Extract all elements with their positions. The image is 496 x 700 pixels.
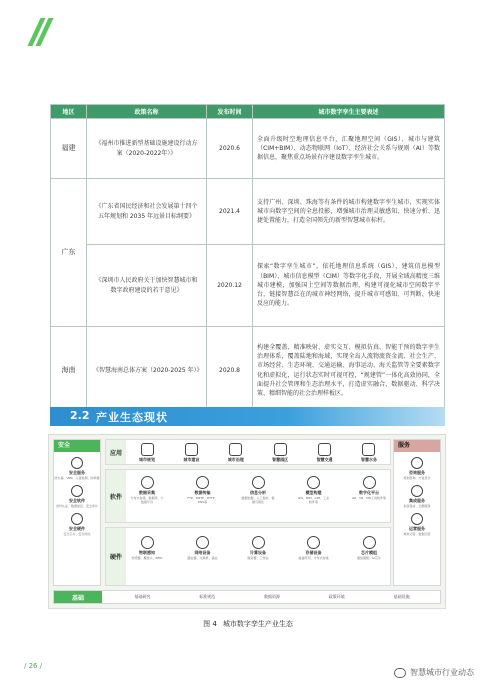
wechat-icon [394,668,406,678]
policy-cell: 《福州市推进新型基础设施建设行动方案（2020-2022年）》 [87,119,207,179]
region-cell: 福建 [51,119,87,179]
security-panel [53,439,101,586]
section-header [50,407,445,426]
side-item-desc: 规划咨询、方案设计 [403,476,431,480]
chip-module-icon [363,536,376,549]
side-item [54,457,100,480]
router-icon [196,536,209,549]
service-panel-title: 服务 [394,440,440,452]
side-item [394,485,440,508]
security-panel-title: 安全 [54,440,100,452]
network-icon [196,476,209,489]
consult-icon [411,457,423,469]
layer-item-desc: GIS、BIM、CIM、工业软件等 [297,496,330,504]
date-cell: 2020.6 [207,119,253,179]
watermark-text: 智慧城市行业动态 [410,668,474,677]
region-cell: 海南 [51,327,87,415]
side-item-desc: 安全芯片、安全网关 [63,532,91,536]
layer-item-desc: 通信模组、AI芯片 [357,556,381,560]
server-icon [252,536,265,549]
layer-item-name: 信息分析 [250,490,266,495]
layer-item-name: 城市规划 [139,457,155,462]
layer-item-name: 智慧园区 [272,457,289,462]
foundation-item: 政策环境 [328,594,345,599]
hardware-layer [105,527,391,586]
layer-item-name: 智慧交通 [316,457,333,462]
layer-item-name: 城市建设 [183,457,200,462]
side-item-desc: 系统集成、运维服务 [403,504,431,508]
lock-icon [71,485,83,497]
sensor-icon [141,536,154,549]
governance-icon [229,443,242,456]
service-panel [393,439,441,586]
layer-label: 软件 [106,470,126,522]
policy-cell: 《广东省国民经济和社会发展第十四个五年规划和 2035 年远景目标纲要》 [87,179,207,245]
side-item [394,513,440,536]
table-row [51,179,445,245]
table-row [51,119,445,179]
layer-item-name: 网络设备 [194,550,211,555]
layer-item-desc: 磁盘阵列、分布式存储 [298,556,329,560]
layer-item-desc: 分布式存储、数据库、大数据平台 [130,496,164,504]
layer-item-desc: 传感器、摄像头、RFID [131,556,163,560]
layer-item-desc: AR、VR、MR工具软件等 [352,496,386,500]
chip-icon [71,513,83,525]
software-layer [105,469,391,523]
layer-item-name: 数据传输 [194,490,211,495]
traffic-icon [318,443,331,456]
platform-icon [363,476,376,489]
header-region: 地区 [51,105,87,119]
header-policy: 政策名称 [87,105,207,119]
park-icon [274,443,287,456]
side-item-name: 安全服务 [69,470,85,475]
side-item-name: 安全软件 [69,498,85,503]
layer-item-name: 模型构建 [305,490,322,495]
gear-icon [411,485,423,497]
application-layer [105,439,391,465]
layer-item-desc: FTP、SMTP、HTTP、DNS等 [187,496,218,504]
foundation-item: 基础设施 [393,594,410,599]
header-date: 发布时间 [207,105,253,119]
figure-caption [0,619,496,629]
foundation-item: 基础研究 [134,594,151,599]
layer-label: 应用 [106,440,126,464]
policy-cell: 《智慧海南总体方案（2020-2025 年）》 [87,327,207,415]
side-item-name: 运营服务 [409,526,425,531]
model-icon [307,476,320,489]
layer-item-desc: 数据挖掘、人工智能、数据可视化 [241,496,275,504]
section-title: 产业生态现状 [96,411,168,424]
analysis-icon [252,476,265,489]
figure-label: 图 4 [203,620,217,628]
side-item [54,485,100,508]
side-item-desc: 身份认证、数据加密、安全审计 [55,504,98,508]
content-cell: 全面升级时空地理信息平台，汇聚地理空间（GIS）、城市与建筑（CIM+BIM）、动态物联网（IoT）、经济社会关系与规则（AI）等数据信息，聚焦重点场景有序建设数字孪生城市。 [253,119,445,179]
shield-icon [71,457,83,469]
content-cell: 支持广州、深圳、珠海等有条件的城市构建数字孪生城市，实现实体城市向数字空间的全息投影，增强城市治理灵敏感知、快速分析、迅捷处置能力，打造全国领先的新型智慧城市标杆。 [253,179,445,245]
figure-title: 城市数字孪生产业生态 [222,620,293,628]
side-item-desc: 城市运营、数据运营 [403,532,431,536]
side-item-name: 集成服务 [409,498,425,503]
ecosystem-diagram [48,434,446,609]
database-icon [141,476,154,489]
layer-item-name: 数据采集 [139,490,155,495]
layer-item-name: 计算设备 [250,550,266,555]
layer-item-name: 智慧水务 [360,457,377,462]
layer-item-name: 存储设备 [305,550,322,555]
side-item [394,457,440,480]
content-cell: 探索“数字孪生城市”。依托地理信息系统（GIS）、建筑信息模型（BIM）、城市信息模型（CIM）等数字化手段，开展全域高精度三维城市建模，加强国土空间等数据治理，构建可视化城市空间数字平台，链接智慧泛在的城市神经网络，提升城市可感知、可判断、快速反应的能力。 [253,245,445,327]
layer-item-name: 物联感知 [139,550,155,555]
watermark [394,667,474,678]
date-cell: 2020.8 [207,327,253,415]
foundation-layer [53,590,441,604]
foundation-item: 数据资源 [263,594,280,599]
date-cell: 2020.12 [207,245,253,327]
side-item-name: 咨询服务 [409,470,425,475]
operation-icon [411,513,423,525]
city-icon [141,443,154,456]
table-header-row [51,105,445,119]
side-item [54,513,100,536]
header-content: 城市数字孪生主要表述 [253,105,445,119]
corner-decoration [34,18,52,44]
content-cell: 构建全覆盖、精准映射、虚实交互、模拟仿真、智能干预的数字孪生治理体系，覆盖陆地和海域，实现全岛人流物流资金流、社会生产、市场经营、生态环境、交通运输、海事运动、海关监管等全要素数字化和虚拟化，运行状态实时可视可控，“规建管”一体化高效协同，全面提升社会管理和生态治理水平，打造虚实融合、数据驱动、科学决策、精细智能的社会治理样板区。 [253,327,445,415]
layer-label: 硬件 [106,528,126,585]
page-number: / 26 / [24,662,43,670]
table-row [51,245,445,327]
storage-icon [307,536,320,549]
layer-item-name: 芯片模组 [361,550,377,555]
table-row [51,327,445,415]
side-item-name: 安全硬件 [69,526,85,531]
date-cell: 2021.4 [207,179,253,245]
side-item-desc: 防火墙、VPN、入侵检测、防病毒 [54,476,100,480]
region-cell: 广东 [51,179,87,327]
layer-item-name: 数字化平台 [359,490,379,495]
water-icon [362,443,375,456]
section-number: 2.2 [70,409,90,422]
policy-table [50,104,445,415]
foundation-item: 标准规范 [199,594,216,599]
layer-item-desc: 路由器、交换机、基站 [187,556,218,560]
layer-item-desc: 服务器、工作站 [247,556,269,560]
building-icon [185,443,198,456]
layer-item-name: 城市治理 [227,457,244,462]
foundation-label: 基础 [54,591,102,603]
policy-cell: 《深圳市人民政府关于加快智慧城市和数字政府建设的若干意见》 [87,245,207,327]
